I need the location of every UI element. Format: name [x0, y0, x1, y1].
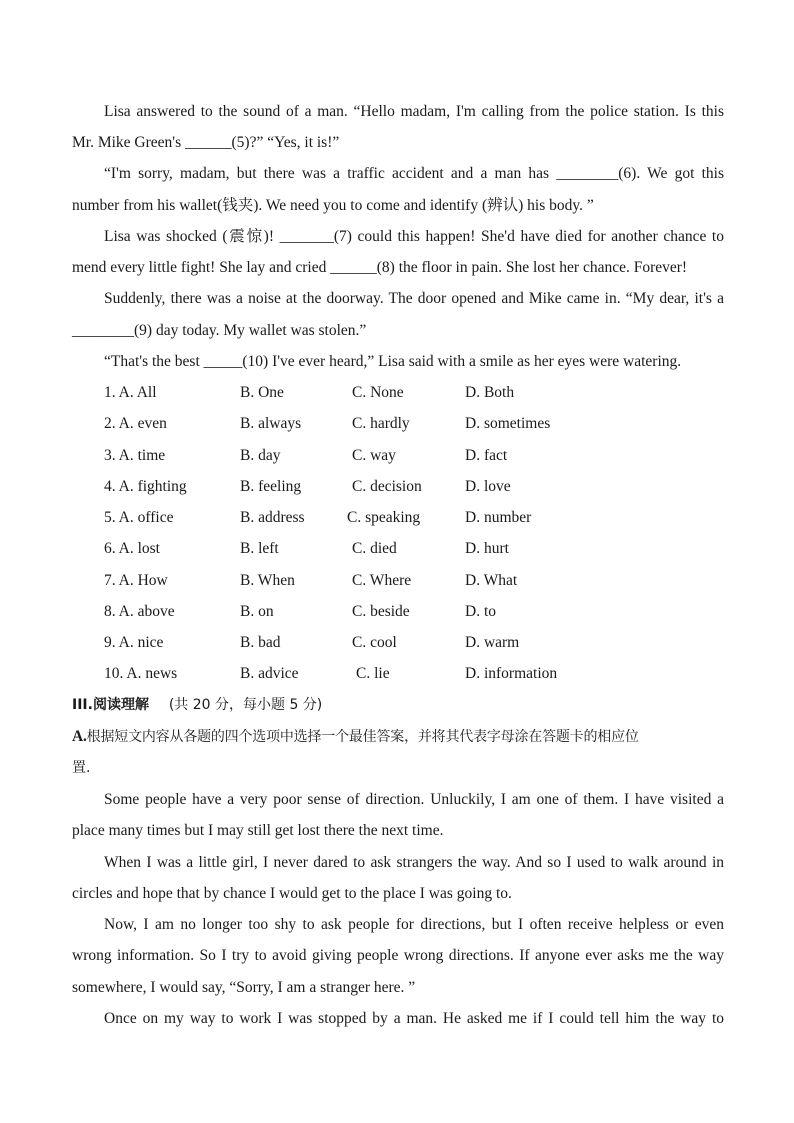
option-d: D. to — [465, 603, 496, 620]
passage1-line: “That's the best _____(10) I've ever heard,” Lisa said with a smile as her eyes were watering. — [104, 353, 682, 370]
option-c: C. lie — [356, 665, 390, 682]
option-d: D. love — [465, 478, 511, 495]
option-c: C. cool — [352, 634, 397, 651]
option-c: C. died — [352, 540, 397, 557]
option-d: D. hurt — [465, 540, 509, 557]
section-note: (共 20 分，每小题 5 分) — [168, 697, 323, 713]
passage1-line: Mr. Mike Green's ______(5)?” “Yes, it is!” — [72, 134, 340, 151]
passage2-line: Once on my way to work I was stopped by a man. He asked me if I could tell him the way to — [104, 1010, 724, 1027]
option-a: 3. A. time — [104, 447, 166, 464]
option-c: C. hardly — [352, 415, 410, 432]
option-b: B. left — [240, 540, 279, 557]
option-a: 9. A. nice — [104, 634, 164, 651]
instruction-text: 根据短文内容从各题的四个选项中选择一个最佳答案，并将其代表字母涂在答题卡的相应位 — [86, 729, 639, 745]
option-d: D. warm — [465, 634, 520, 651]
option-c: C. beside — [352, 603, 410, 620]
passage2-line: Now, I am no longer too shy to ask people for directions, but I often receive helpless or even — [104, 916, 724, 933]
option-d: D. What — [465, 572, 518, 589]
passage2-line: circles and hope that by chance I would get to the place I was going to. — [72, 885, 512, 902]
option-a: 5. A. office — [104, 509, 174, 526]
option-b: B. on — [240, 603, 274, 620]
section-heading — [72, 695, 724, 715]
option-b: B. day — [240, 447, 281, 464]
passage1-line: Lisa was shocked (震惊)! _______(7) could this happen! She'd have died for another chance to — [104, 228, 724, 245]
option-c: C. way — [352, 447, 396, 464]
option-d: D. fact — [465, 447, 508, 464]
passage1-line: number from his wallet(钱夹). We need you to come and identify (辨认) his body. ” — [72, 197, 594, 214]
option-a: 8. A. above — [104, 603, 175, 620]
option-a: 7. A. How — [104, 572, 168, 589]
option-d: D. sometimes — [465, 415, 551, 432]
section-title: III.阅读理解 — [72, 697, 149, 713]
section-instruction: 置. — [72, 760, 91, 776]
passage1-line: mend every little fight! She lay and cried ______(8) the floor in pain. She lost her chance. Forever! — [72, 259, 688, 276]
option-d: D. information — [465, 665, 558, 682]
passage2-line: somewhere, I would say, “Sorry, I am a stranger here. ” — [72, 979, 416, 996]
option-c: C. None — [352, 384, 404, 401]
option-c: C. speaking — [347, 509, 421, 526]
option-a: 4. A. fighting — [104, 478, 187, 495]
option-b: B. bad — [240, 634, 281, 651]
passage2-line: wrong information. So I try to avoid giving people wrong directions. If anyone ever asks me the way — [72, 947, 724, 964]
option-b: B. advice — [240, 665, 299, 682]
passage1-line: Suddenly, there was a noise at the doorway. The door opened and Mike came in. “My dear, it's a — [104, 290, 724, 307]
option-a: 6. A. lost — [104, 540, 160, 557]
option-d: D. Both — [465, 384, 515, 401]
option-b: B. always — [240, 415, 302, 432]
option-a: 10. A. news — [104, 665, 178, 682]
section-instruction: A.根据短文内容从各题的四个选项中选择一个最佳答案，并将其代表字母涂在答题卡的相应位 — [72, 728, 639, 745]
passage2-line: When I was a little girl, I never dared to ask strangers the way. And so I used to walk around in — [104, 854, 724, 871]
option-a: 2. A. even — [104, 415, 167, 432]
option-b: B. address — [240, 509, 305, 526]
option-d: D. number — [465, 509, 532, 526]
option-b: B. One — [240, 384, 284, 401]
passage2-line: Some people have a very poor sense of direction. Unluckily, I am one of them. I have visited a — [104, 791, 724, 808]
passage1-line: Lisa answered to the sound of a man. “Hello madam, I'm calling from the police station. Is this — [104, 103, 724, 120]
passage1-line: ________(9) day today. My wallet was stolen.” — [72, 322, 367, 339]
option-a: 1. A. All — [104, 384, 157, 401]
option-b: B. feeling — [240, 478, 302, 495]
passage1-line: “I'm sorry, madam, but there was a traffic accident and a man has ________(6). We got this — [104, 165, 724, 182]
option-c: C. decision — [352, 478, 422, 495]
option-c: C. Where — [352, 572, 412, 589]
passage2-line: place many times but I may still get lost there the next time. — [72, 822, 444, 839]
option-b: B. When — [240, 572, 295, 589]
